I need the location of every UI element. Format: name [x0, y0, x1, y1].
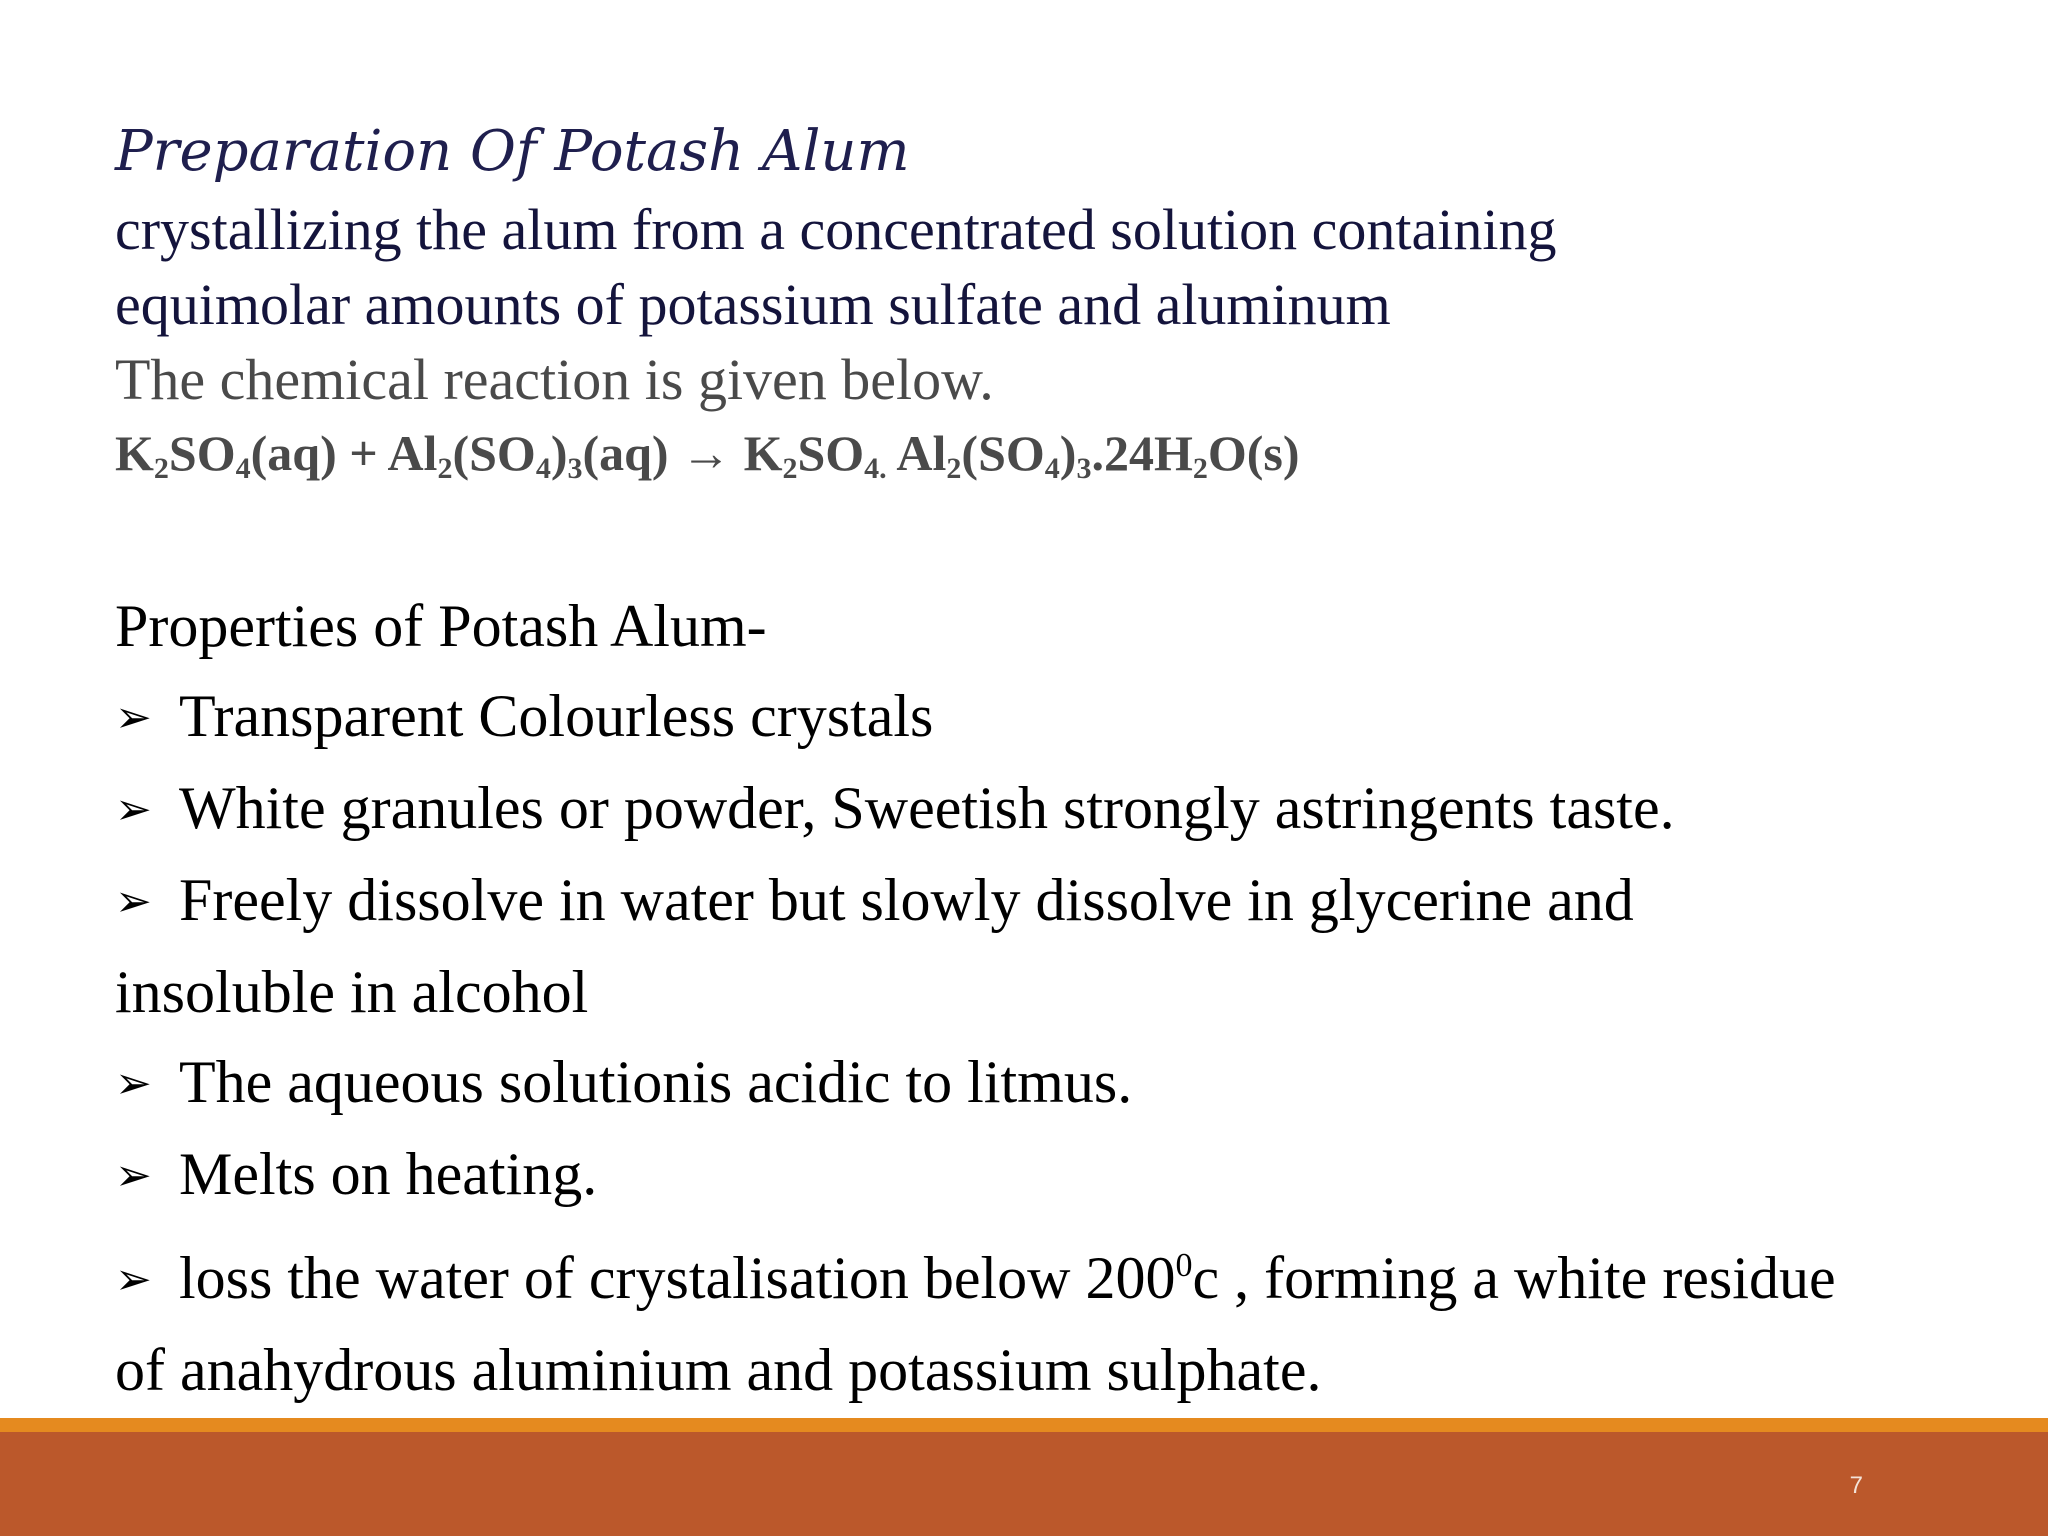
- footer-accent-line: [0, 1418, 2048, 1432]
- arrow-bullet-icon: ➢: [115, 876, 152, 927]
- list-item: ➢ Melts on heating.: [115, 1129, 2015, 1221]
- arrow-bullet-icon: ➢: [115, 1150, 152, 1201]
- list-item: ➢ The aqueous solutionis acidic to litmus.: [115, 1037, 2015, 1129]
- intro-line-2: equimolar amounts of potassium sulfate and aluminum: [115, 272, 1391, 337]
- list-item-continuation: of anahydrous aluminium and potassium sulphate.: [115, 1337, 1322, 1403]
- intro-line-1: crystallizing the alum from a concentrated solution containing: [115, 197, 1557, 262]
- preparation-section: [115, 112, 1995, 504]
- list-item-continuation: insoluble in alcohol: [115, 959, 589, 1025]
- list-item: ➢ loss the water of crystalisation below $200^0c$ , forming a white residue: [115, 1221, 2015, 1325]
- properties-section: [115, 581, 2015, 1415]
- chemical-equation: $K_2SO_4(aq) + Al_2(SO_4)_3(aq) \to K_2SO_{4.}$ $Al_2(SO_4)_3.24H_2O(s)$: [115, 425, 1300, 485]
- arrow-bullet-icon: ➢: [115, 1254, 152, 1305]
- footer-bar: [0, 1432, 2048, 1536]
- list-item: ➢ Transparent Colourless crystals: [115, 671, 2015, 763]
- list-item: ➢ White granules or powder, Sweetish strongly astringents taste.: [115, 763, 2015, 855]
- list-item: ➢ Freely dissolve in water but slowly dissolve in glycerine and: [115, 855, 2015, 947]
- reaction-text: The chemical reaction is given below.: [115, 347, 994, 412]
- arrow-bullet-icon: ➢: [115, 1058, 152, 1109]
- properties-title: Properties of Potash Alum-: [115, 593, 767, 659]
- arrow-bullet-icon: ➢: [115, 692, 152, 743]
- arrow-bullet-icon: ➢: [115, 784, 152, 835]
- slide-title: Preparation Of Potash Alum: [115, 119, 910, 184]
- page-number: 7: [1849, 1472, 1863, 1499]
